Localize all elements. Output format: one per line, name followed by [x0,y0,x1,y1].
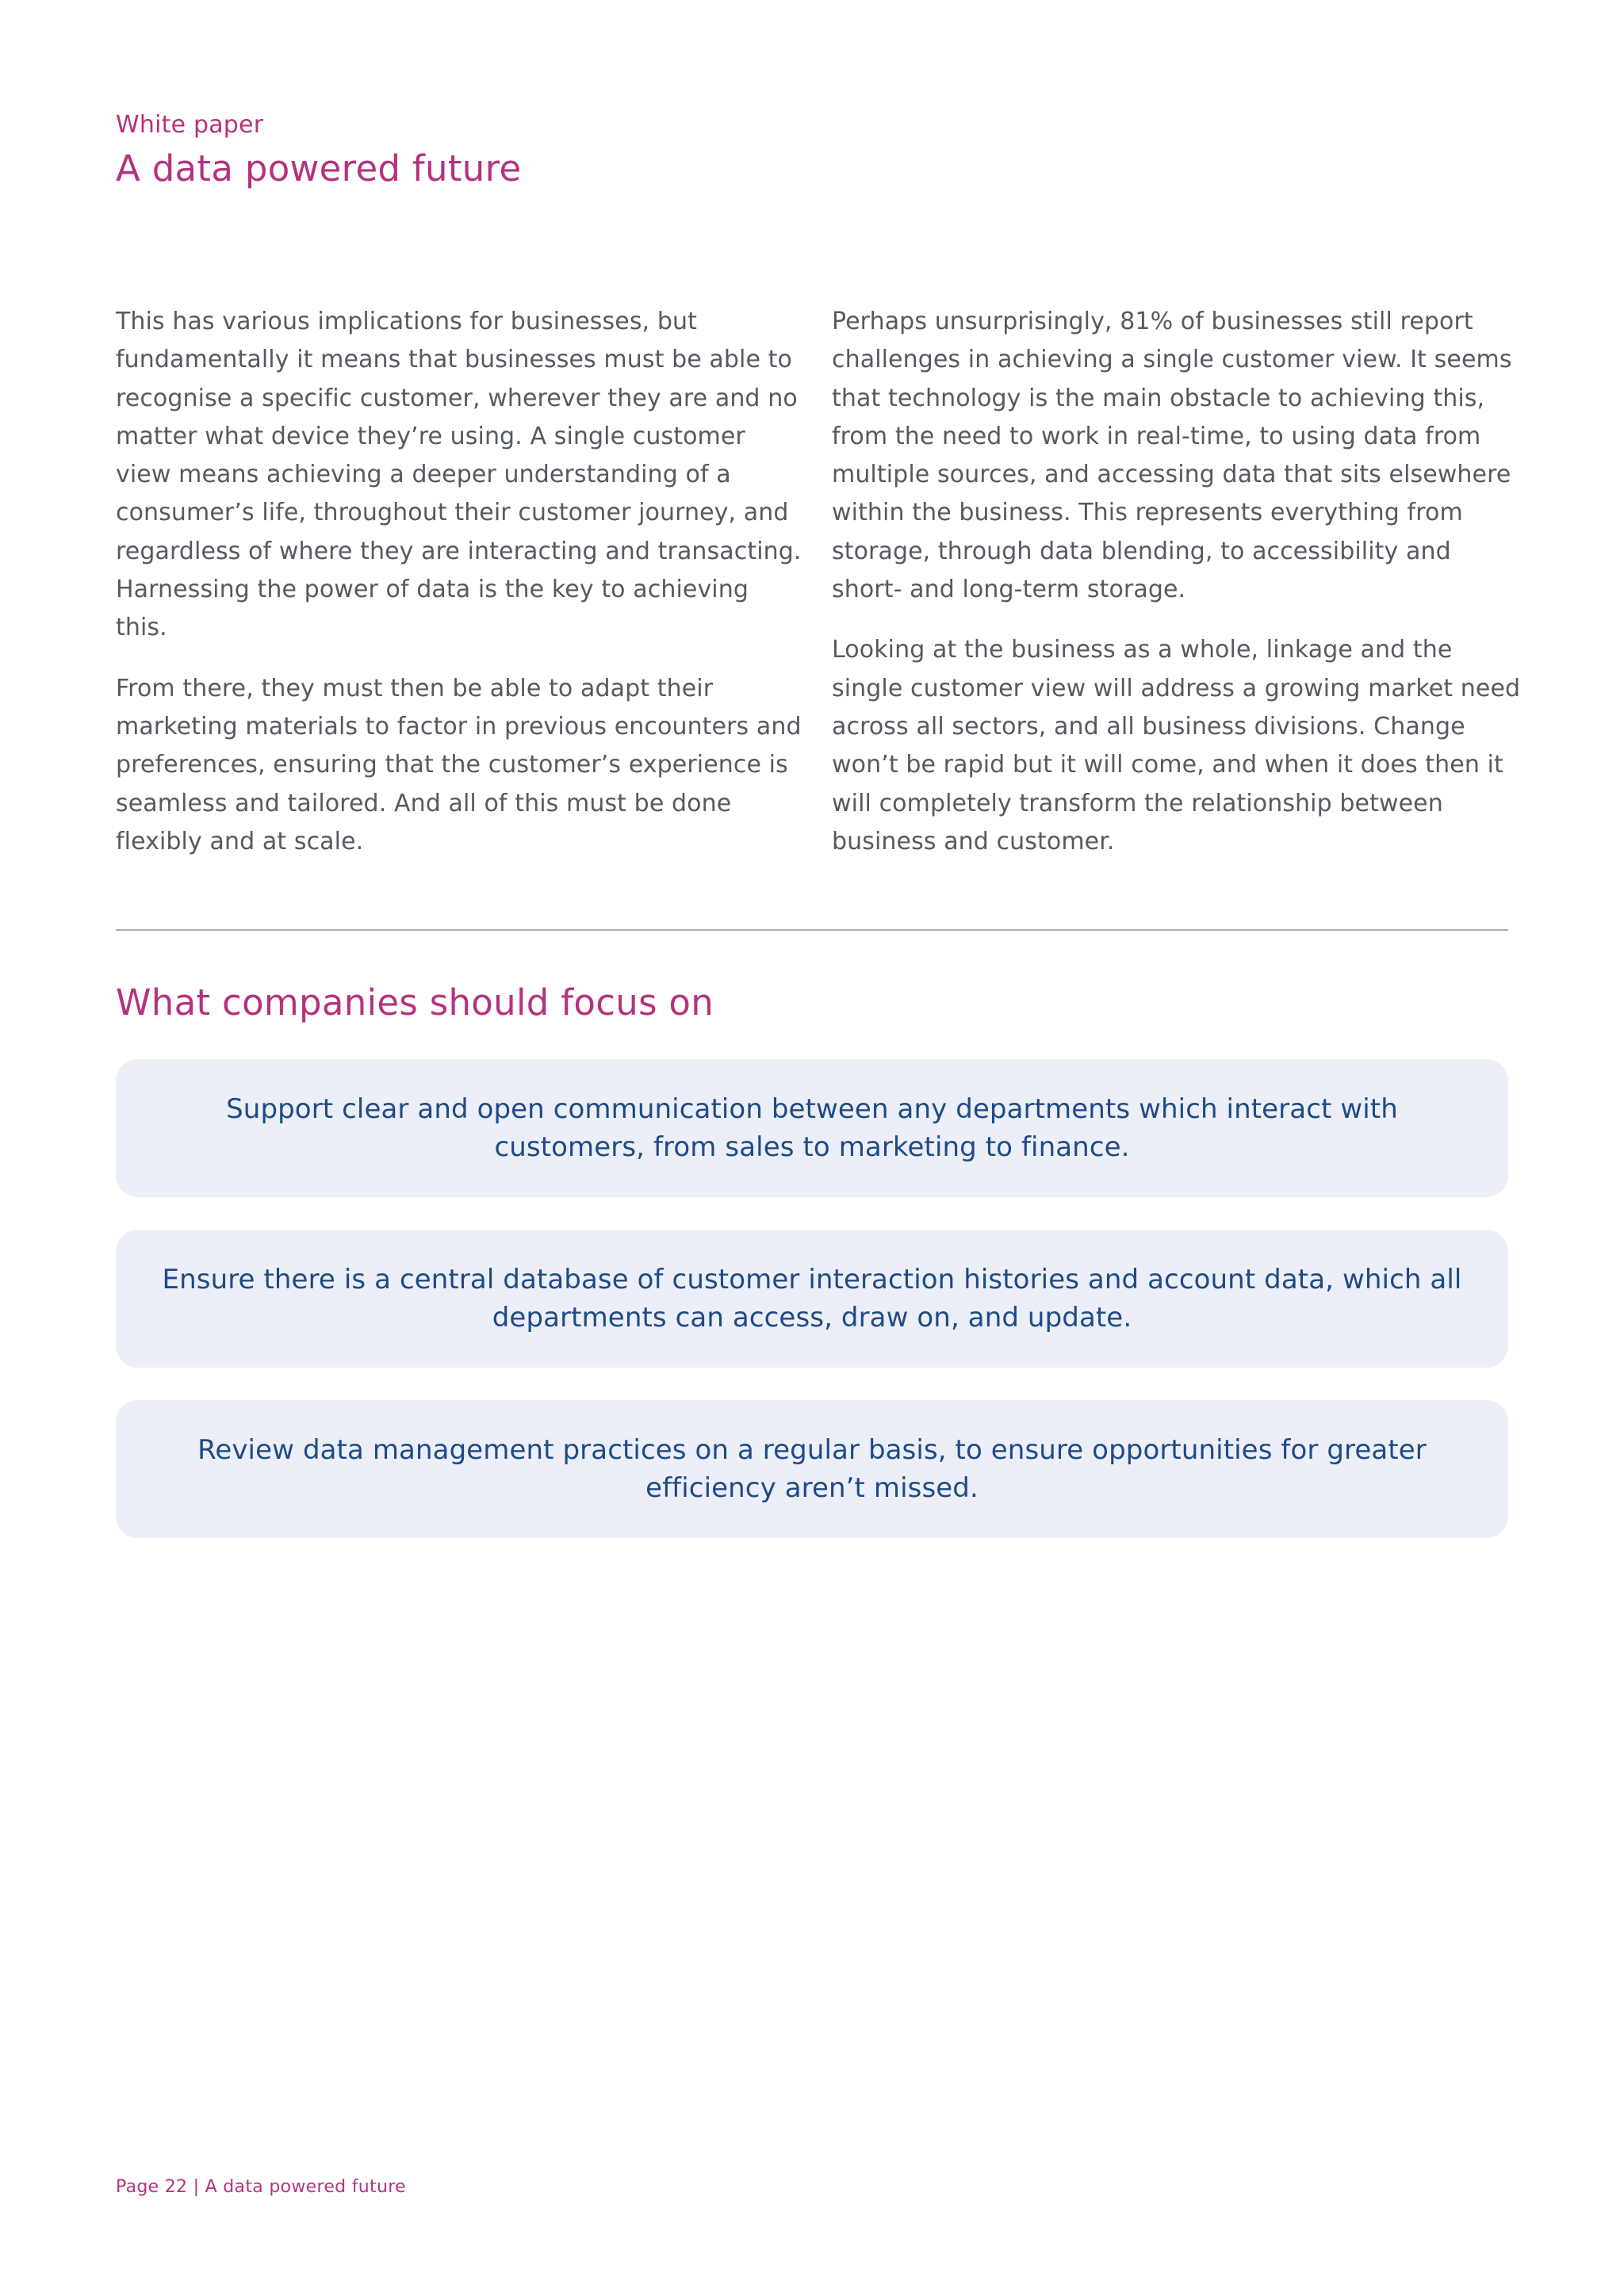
paragraph: From there, they must then be able to adapt their marketing materials to factor in previous encounters and preferences, ensuring that the customer’s experience is seamless and tailored. And all of this must be done flexibly and at scale. [116,674,802,855]
focus-card [116,1400,1508,1538]
focus-section-title: What companies should focus on [116,982,714,1024]
paragraph: Looking at the business as a whole, linkage and the single customer view will address a growing market need across all sectors, and all business divisions. Change won’t be rapid but it will come, and when it does then it will completely transform the relationship between business and customer. [832,636,1521,855]
page-title: A data powered future [116,147,522,189]
paragraph: Perhaps unsurprisingly, 81% of businesses still report challenges in achieving a single customer view. It seems that technology is the main obstacle to achieving this, from the need to work in real-time, to using data from multiple sources, and accessing data that sits elsewhere within the business. This represents everything from storage, through data blending, to accessibility and short- and long-term storage. [832,308,1512,604]
focus-card [116,1230,1508,1368]
body-column-right [832,303,1522,883]
focus-list [116,1059,1508,1571]
focus-card-text: Support clear and open communication between any departments which interact with customers, from sales to marketing to finance. [226,1093,1398,1163]
section-divider [116,929,1508,931]
focus-card-text: Ensure there is a central database of customer interaction histories and account data, which all departments can access, draw on, and update. [162,1264,1462,1334]
paragraph: This has various implications for businesses, but fundamentally it means that businesses must be able to recognise a specific customer, wherever they are and no matter what device they’re using. A single customer view means achieving a deeper understanding of a consumer’s life, throughout their customer journey, and regardless of where they are interacting and transacting. Harnessing the power of data is the key to achieving this. [116,308,802,642]
body-column-left [116,303,806,883]
page-footer: Page 22 | A data powered future [116,2177,406,2197]
document-type-label: White paper [116,111,264,139]
focus-card-text: Review data management practices on a regular basis, to ensure opportunities for greater efficiency aren’t missed. [197,1434,1427,1504]
focus-card [116,1059,1508,1197]
